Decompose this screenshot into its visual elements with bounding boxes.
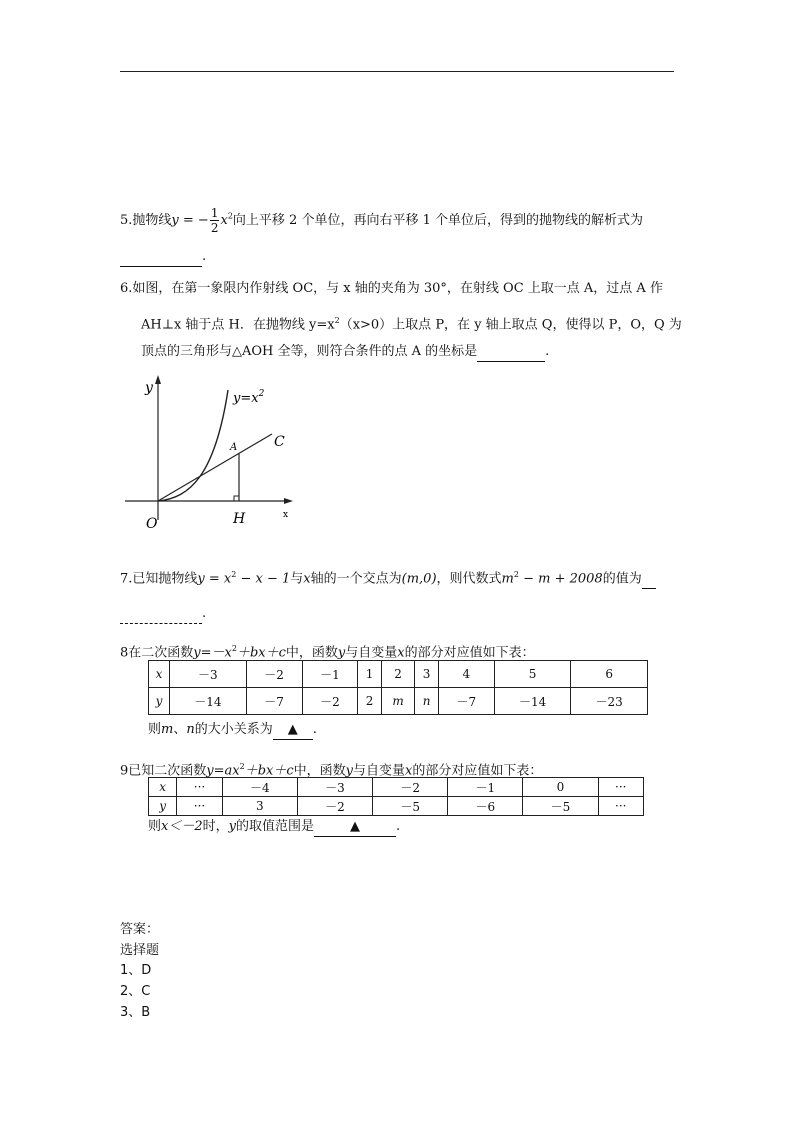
question-9-after: 则x＜－2时，y的取值范围是 ▲ . <box>148 818 400 837</box>
answer-blank[interactable] <box>477 343 545 362</box>
label-x: x <box>283 510 289 520</box>
parabola-ray-figure <box>120 370 310 540</box>
table-cell: 4 <box>438 661 494 688</box>
table-cell: －1 <box>302 661 358 688</box>
answer-blank[interactable] <box>120 605 202 624</box>
right-angle-mark <box>234 496 239 501</box>
table-cell: 2 <box>358 688 381 715</box>
table-cell: －14 <box>170 688 247 715</box>
answer-blank[interactable] <box>120 248 202 267</box>
table-cell: －4 <box>222 778 297 797</box>
fraction: $\frac{1}{2}$ <box>210 206 219 235</box>
table-cell: －23 <box>571 688 648 715</box>
question-5-answer-line: . <box>120 248 206 267</box>
table-row-x <box>149 661 648 688</box>
table-cell: ··· <box>598 797 643 816</box>
answer-blank[interactable] <box>273 721 313 740</box>
table-cell: 6 <box>571 661 648 688</box>
values-table-q8 <box>148 660 648 715</box>
table-cell: 2 <box>381 661 415 688</box>
question-7: 7.已知抛物线$y = x^2 - x - 1$与x轴的一个交点为(m,0)，则代数式$m^2 - m + 2008$的值为 <box>120 566 656 589</box>
question-9-intro: 9已知二次函数$y=ax^2+bx+c$中，函数y与自变量x的部分对应值如下表： <box>120 762 543 779</box>
question-6-line-1: 6.如图，在第一象限内作射线 OC，与 x 轴的夹角为 30°，在射线 OC 上取一点 A，过点 A 作 <box>120 281 663 296</box>
table-cell: －2 <box>297 797 372 816</box>
question-6-line-2: AH⊥x 轴于点 H．在抛物线 $y=x^2(x>0)$上取点 P，在 y 轴上取点 Q，使得以 P，O，Q 为 <box>141 316 682 333</box>
table-cell: －2 <box>246 661 302 688</box>
table-cell: 5 <box>494 661 571 688</box>
table-cell: －7 <box>438 688 494 715</box>
question-6-line-3: 顶点的三角形与△AOH 全等，则符合条件的点 A 的坐标是 . <box>141 343 549 362</box>
label-o: O <box>146 516 158 532</box>
table-cell: 1 <box>358 661 381 688</box>
table-row-x <box>149 778 644 797</box>
question-8-after: 则m、n的大小关系为 ▲ . <box>148 721 317 740</box>
triangle-icon: ▲ <box>287 722 298 737</box>
answer-item: 3、B <box>120 1005 151 1020</box>
label-h: H <box>233 511 246 527</box>
label-a: A <box>230 442 238 453</box>
table-cell: x <box>149 778 177 797</box>
values-table-q9 <box>148 777 644 816</box>
question-8-intro: 8在二次函数$y=-x^2+bx+c$中，函数y与自变量x的部分对应值如下表： <box>120 644 535 661</box>
table-cell: 3 <box>415 661 439 688</box>
table-cell: m <box>381 688 415 715</box>
table-row-y <box>149 797 644 816</box>
table-cell: －5 <box>523 797 598 816</box>
y-axis-arrow <box>155 375 161 384</box>
table-cell: y <box>149 688 170 715</box>
table-cell: －1 <box>448 778 523 797</box>
table-cell: ··· <box>598 778 643 797</box>
triangle-icon: ▲ <box>350 819 361 834</box>
x-axis-arrow <box>284 498 293 504</box>
parabola-curve <box>158 390 228 501</box>
table-cell: －7 <box>246 688 302 715</box>
table-cell: y <box>149 797 177 816</box>
answer-item: 1、D <box>120 963 152 978</box>
table-cell: ··· <box>177 778 222 797</box>
answer-blank[interactable] <box>314 818 396 837</box>
question-5: 5.抛物线y = − $\frac{1}{2}$ $x^2$向上平移 2 个单位，再向右平移 1 个单位后，得到的抛物线的解析式为 <box>120 206 643 235</box>
table-cell: 3 <box>222 797 297 816</box>
answers-title: 答案： <box>120 922 160 937</box>
table-cell: －6 <box>448 797 523 816</box>
table-cell: n <box>415 688 439 715</box>
table-cell: 0 <box>523 778 598 797</box>
label-curve: $y=x^2$ <box>233 389 265 406</box>
table-row-y <box>149 688 648 715</box>
label-c: C <box>274 434 285 450</box>
table-cell: －3 <box>170 661 247 688</box>
answer-item: 2、C <box>120 984 151 999</box>
answer-blank-start <box>642 570 656 589</box>
table-cell: －2 <box>302 688 358 715</box>
table-cell: －3 <box>297 778 372 797</box>
table-cell: x <box>149 661 170 688</box>
question-7-answer-line: . <box>120 605 206 624</box>
table-cell: －14 <box>494 688 571 715</box>
table-cell: －5 <box>373 797 448 816</box>
header-rule <box>120 71 674 72</box>
table-cell: －2 <box>373 778 448 797</box>
label-y: y <box>145 380 153 396</box>
answers-section: 选择题 <box>120 943 160 958</box>
table-cell: ··· <box>177 797 222 816</box>
